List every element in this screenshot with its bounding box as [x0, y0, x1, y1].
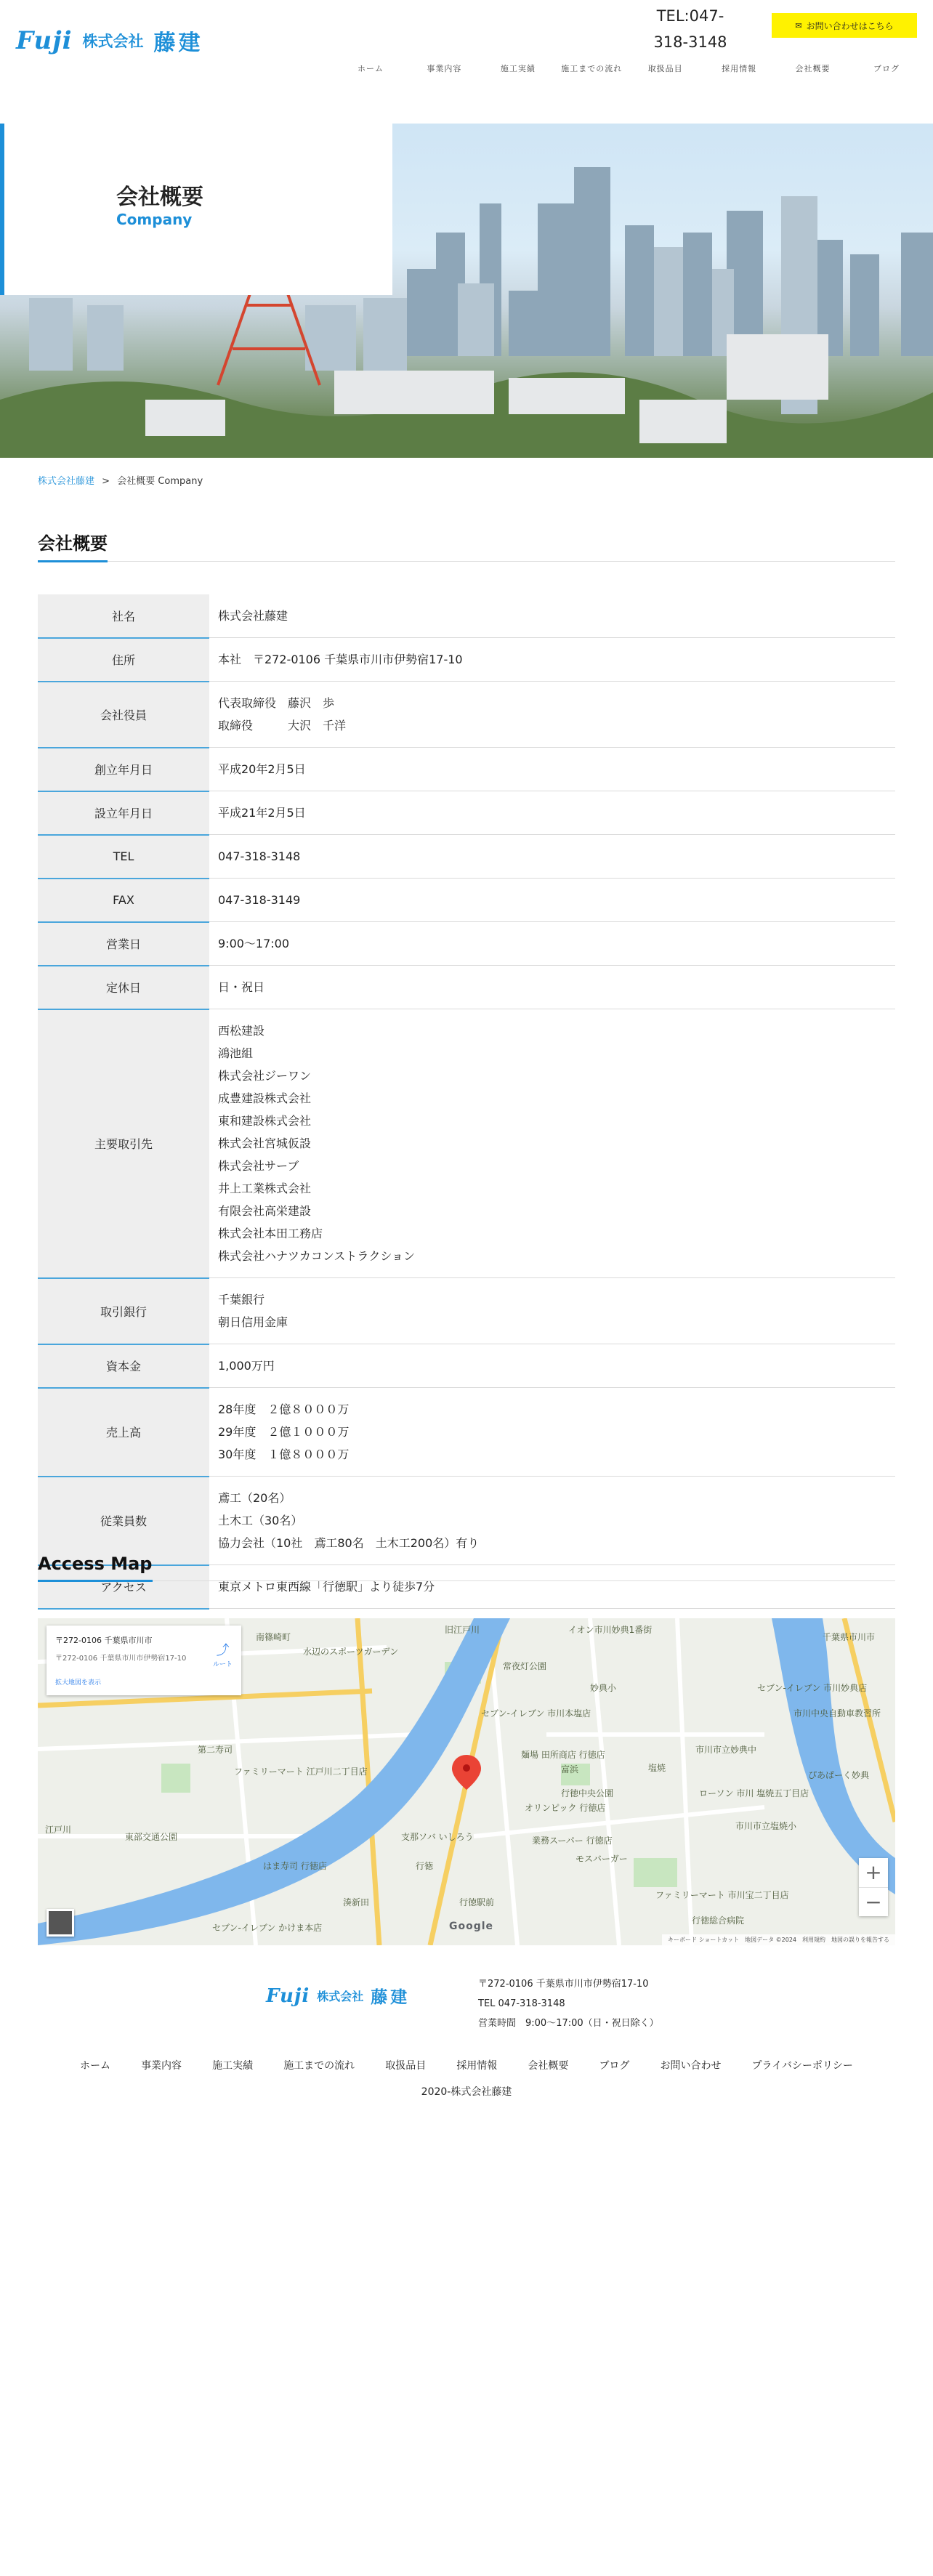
row-label: TEL	[38, 835, 209, 879]
footer-logo[interactable]	[266, 1984, 410, 2008]
row-label: 取引銀行	[38, 1278, 209, 1344]
footer-nav-products[interactable]: 取扱品目	[385, 2060, 427, 2072]
table-row	[38, 922, 895, 966]
svg-text:市川市立塩焼小: 市川市立塩焼小	[735, 1821, 797, 1831]
table-row	[38, 791, 895, 835]
row-label: 売上高	[38, 1388, 209, 1477]
page-subtitle: Company	[116, 211, 193, 228]
footer-nav-flow[interactable]: 施工までの流れ	[283, 2060, 355, 2072]
page-title: 会社概要	[116, 185, 203, 210]
footer-company-info	[478, 1974, 659, 2033]
svg-text:支那ソバ いしろう: 支那ソバ いしろう	[401, 1832, 474, 1842]
svg-text:水辺のスポーツガーデン: 水辺のスポーツガーデン	[303, 1647, 399, 1657]
row-label: 社名	[38, 594, 209, 638]
table-row	[38, 1388, 895, 1477]
row-value: 代表取締役 藤沢 歩 取締役 大沢 千洋	[218, 696, 347, 732]
svg-text:セブン-イレブン 市川本塩店: セブン-イレブン 市川本塩店	[481, 1708, 591, 1719]
footer-nav-privacy[interactable]: プライバシーポリシー	[751, 2060, 853, 2072]
logo-fuji-mark: Fuji	[16, 26, 73, 55]
svg-text:第二寿司: 第二寿司	[198, 1745, 233, 1755]
svg-text:セブン-イレブン かけま本店: セブン-イレブン かけま本店	[212, 1923, 323, 1933]
nav-item-home[interactable]: ホーム	[358, 64, 384, 73]
row-value: 本社 〒272-0106 千葉県市川市伊勢宿17-10	[218, 653, 463, 666]
footer-logo-kabushiki: 株式会社	[317, 1990, 364, 2003]
svg-text:ファミリーマート 江戸川二丁目店: ファミリーマート 江戸川二丁目店	[234, 1767, 368, 1777]
copyright: 2020-株式会社藤建	[421, 2086, 512, 2098]
row-label: FAX	[38, 879, 209, 922]
nav-item-flow[interactable]: 施工までの流れ	[561, 64, 623, 73]
zoom-out-button[interactable]: −	[859, 1887, 888, 1916]
directions-icon: ⤴	[216, 1643, 230, 1658]
mail-icon: ✉	[795, 20, 802, 31]
footer-nav	[80, 2058, 853, 2072]
nav-item-company[interactable]: 会社概要	[795, 64, 831, 73]
row-value: 西松建設 鴻池組 株式会社ジーワン 成豊建設株式会社 東和建設株式会社 株式会社宮城仮設 株式会社サーブ 井上工業株式会社 有限会社高栄建設 株式会社本田工務店 株式会社ハナツカコンストラクション	[218, 1024, 416, 1263]
table-row	[38, 594, 895, 638]
svg-text:市川市立妙典中: 市川市立妙典中	[695, 1745, 757, 1755]
footer-address: 〒272-0106 千葉県市川市伊勢宿17-10	[478, 1979, 649, 1990]
nav-item-products[interactable]: 取扱品目	[647, 64, 683, 73]
footer-nav-blog[interactable]: ブログ	[599, 2060, 630, 2072]
svg-text:行徳中央公園: 行徳中央公園	[561, 1788, 614, 1798]
breadcrumb	[38, 473, 203, 487]
table-row	[38, 1009, 895, 1278]
table-row	[38, 1278, 895, 1344]
svg-text:オリンピック 行徳店: オリンピック 行徳店	[525, 1803, 606, 1813]
row-label: 営業日	[38, 922, 209, 966]
larger-map-link[interactable]: 拡大地図を表示	[55, 1679, 102, 1687]
footer-logo-fuji-mark: Fuji	[266, 1985, 310, 2007]
row-label: 主要取引先	[38, 1009, 209, 1278]
header-tel[interactable]: TEL:047-318-3148	[653, 7, 727, 51]
row-value: 28年度 ２億８０００万 29年度 ２億１０００万 30年度 １億８０００万	[218, 1402, 350, 1461]
company-info-table	[38, 594, 895, 1610]
nav-item-blog[interactable]: ブログ	[873, 64, 900, 73]
street-view-pegman-icon[interactable]	[47, 1909, 74, 1937]
svg-text:南篠崎町: 南篠崎町	[256, 1632, 291, 1642]
map-card-title: 〒272-0106 千葉県市川市	[55, 1636, 153, 1645]
map-info-card	[47, 1626, 241, 1695]
company-heading: 会社概要	[38, 529, 108, 562]
contact-button[interactable]	[772, 13, 917, 38]
footer-tel: TEL 047-318-3148	[478, 1998, 565, 2009]
logo-company-name: 藤建	[153, 31, 203, 56]
table-row	[38, 682, 895, 748]
table-row	[38, 835, 895, 879]
row-label: 会社役員	[38, 682, 209, 748]
site-header	[0, 0, 933, 124]
row-value: 日・祝日	[218, 980, 265, 994]
footer-nav-works[interactable]: 施工実績	[212, 2060, 254, 2072]
directions-button[interactable]	[213, 1640, 233, 1668]
svg-text:麺場 田所商店 行徳店: 麺場 田所商店 行徳店	[521, 1750, 605, 1760]
site-logo[interactable]	[16, 25, 203, 57]
global-nav	[334, 62, 923, 74]
svg-text:行徳駅前: 行徳駅前	[459, 1897, 495, 1907]
breadcrumb-current: 会社概要 Company	[117, 476, 203, 487]
nav-item-recruit[interactable]: 採用情報	[722, 64, 757, 73]
footer-hours: 営業時間 9:00〜17:00（日・祝日除く）	[478, 2018, 659, 2029]
svg-text:市川中央自動車教習所: 市川中央自動車教習所	[793, 1708, 881, 1719]
footer-nav-home[interactable]: ホーム	[80, 2060, 110, 2072]
nav-item-business[interactable]: 事業内容	[427, 64, 462, 73]
access-map[interactable]	[38, 1618, 895, 1945]
row-label: 設立年月日	[38, 791, 209, 835]
svg-text:モスバーガー: モスバーガー	[575, 1854, 628, 1864]
footer-nav-business[interactable]: 事業内容	[141, 2060, 182, 2072]
svg-text:湊新田: 湊新田	[343, 1897, 370, 1907]
svg-text:江戸川: 江戸川	[45, 1825, 72, 1835]
access-heading: Access Map	[38, 1554, 153, 1582]
svg-text:常夜灯公園: 常夜灯公園	[503, 1661, 547, 1671]
row-value: 平成20年2月5日	[218, 762, 306, 776]
svg-text:旧江戸川: 旧江戸川	[445, 1625, 480, 1635]
svg-text:行徳総合病院: 行徳総合病院	[692, 1915, 745, 1926]
footer-nav-recruit[interactable]: 採用情報	[456, 2060, 498, 2072]
breadcrumb-home-link[interactable]: 株式会社藤建	[38, 476, 95, 487]
svg-text:ぴあぱーく妙典: ぴあぱーく妙典	[808, 1770, 870, 1780]
svg-text:妙典小: 妙典小	[590, 1683, 617, 1693]
footer-nav-contact[interactable]: お問い合わせ	[660, 2060, 722, 2072]
company-section-heading	[38, 529, 895, 562]
footer-nav-company[interactable]: 会社概要	[528, 2060, 569, 2072]
svg-text:業務スーパー 行徳店: 業務スーパー 行徳店	[532, 1836, 613, 1846]
row-value: 鳶工（20名） 土木工（30名） 協力会社（10社 鳶工80名 土木工200名）有り	[218, 1491, 480, 1550]
breadcrumb-separator: >	[102, 476, 110, 487]
table-row	[38, 748, 895, 791]
zoom-in-button[interactable]: +	[865, 1860, 882, 1884]
nav-item-works[interactable]: 施工実績	[500, 64, 536, 73]
table-row	[38, 966, 895, 1009]
directions-label: ルート	[212, 1661, 233, 1668]
svg-text:セブン-イレブン 市川妙典店: セブン-イレブン 市川妙典店	[757, 1683, 868, 1693]
row-value: 株式会社藤建	[218, 609, 288, 623]
row-value: 平成21年2月5日	[218, 806, 306, 820]
row-value: 千葉銀行 朝日信用金庫	[218, 1293, 288, 1329]
row-value: 047-318-3149	[218, 893, 301, 907]
map-card-address: 〒272-0106 千葉県市川市伊勢宿17-10	[55, 1655, 187, 1663]
svg-text:はま寿司 行徳店: はま寿司 行徳店	[263, 1861, 327, 1871]
row-value: 1,000万円	[218, 1359, 275, 1373]
table-row	[38, 1477, 895, 1565]
row-label: 創立年月日	[38, 748, 209, 791]
row-label: アクセス	[38, 1565, 209, 1609]
svg-text:千葉県市川市: 千葉県市川市	[823, 1632, 876, 1642]
row-label: 住所	[38, 638, 209, 682]
hero-banner	[0, 124, 933, 458]
access-section-heading	[38, 1554, 895, 1581]
logo-kabushiki: 株式会社	[82, 33, 144, 50]
table-row	[38, 638, 895, 682]
map-attribution[interactable]: キーボード ショートカット 地図データ ©2024 利用規約 地図の誤りを報告する	[662, 1934, 895, 1945]
svg-text:東部交通公園: 東部交通公園	[125, 1832, 178, 1842]
row-value: 9:00〜17:00	[218, 937, 290, 950]
row-value: 047-318-3148	[218, 849, 301, 863]
svg-text:ローソン 市川 塩焼五丁目店: ローソン 市川 塩焼五丁目店	[699, 1788, 809, 1798]
svg-text:富浜: 富浜	[561, 1764, 579, 1774]
google-logo: Google	[449, 1921, 494, 1932]
row-label: 従業員数	[38, 1477, 209, 1565]
hero-title-card	[0, 124, 392, 295]
contact-button-label: お問い合わせはこちら	[806, 20, 894, 31]
row-label: 定休日	[38, 966, 209, 1009]
svg-text:イオン市川妙典1番街: イオン市川妙典1番街	[568, 1625, 653, 1635]
footer-logo-company-name: 藤建	[371, 1988, 411, 2007]
table-row	[38, 1344, 895, 1388]
svg-text:塩焼: 塩焼	[648, 1763, 666, 1773]
svg-text:行徳: 行徳	[416, 1861, 434, 1871]
row-value: 東京メトロ東西線「行徳駅」より徒歩7分	[218, 1580, 435, 1594]
row-label: 資本金	[38, 1344, 209, 1388]
svg-text:ファミリーマート 市川宝二丁目店: ファミリーマート 市川宝二丁目店	[655, 1890, 789, 1900]
map-zoom-control	[859, 1858, 888, 1916]
table-row	[38, 879, 895, 922]
